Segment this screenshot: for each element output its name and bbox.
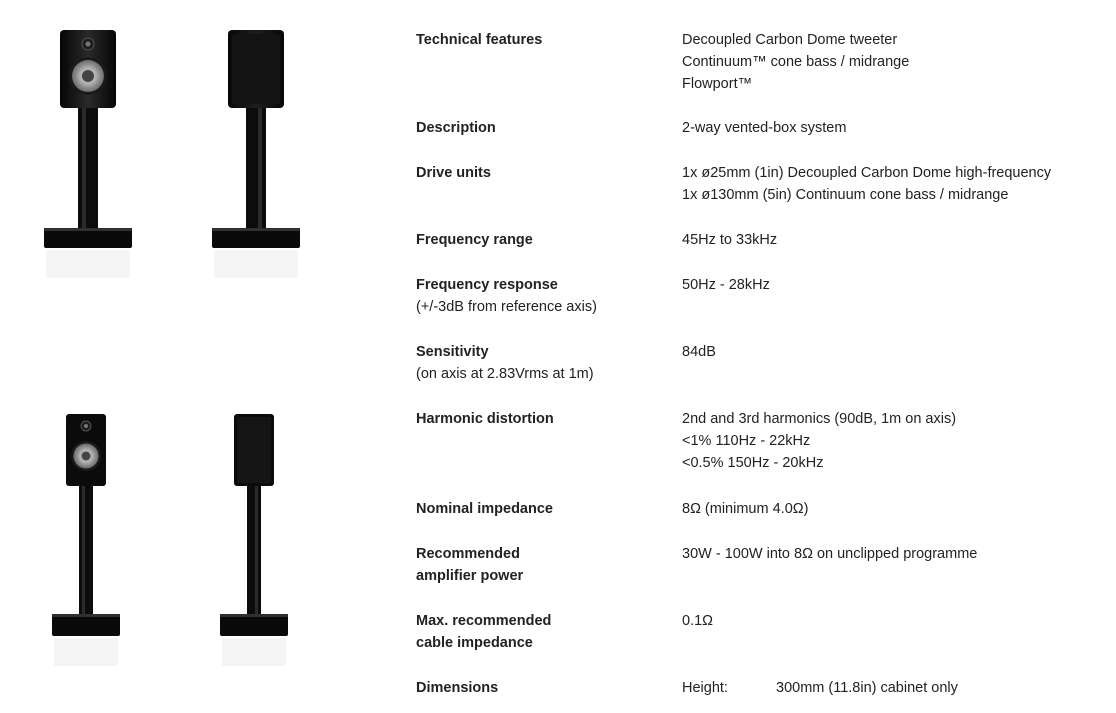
spec-value-line: 2-way vented-box system xyxy=(682,120,847,136)
dimension-value: 300mm (11.8in) cabinet only xyxy=(776,680,958,696)
spec-value-line: <1% 110Hz - 22kHz xyxy=(682,433,811,449)
spec-value-line: Continuum™ cone bass / midrange xyxy=(682,54,910,70)
spec-value-line: 84dB xyxy=(682,344,716,360)
speaker-front-view-large xyxy=(40,28,136,288)
speaker-rear-view-small xyxy=(216,412,292,672)
spec-label: Frequency range xyxy=(416,232,533,248)
spec-value-line: 1x ø25mm (1in) Decoupled Carbon Dome high-frequency xyxy=(682,165,1052,181)
spec-label: Dimensions xyxy=(416,680,499,696)
spec-value-line: 0.1Ω xyxy=(682,613,713,629)
spec-value-line: 30W - 100W into 8Ω on unclipped programme xyxy=(682,546,978,562)
spec-label: Harmonic distortion xyxy=(416,411,554,427)
spec-label: Nominal impedance xyxy=(416,501,553,517)
spec-label: Description xyxy=(416,120,496,136)
spec-label: Frequency response xyxy=(416,277,558,293)
spec-value-line: <0.5% 150Hz - 20kHz xyxy=(682,455,824,471)
spec-value-line: Flowport™ xyxy=(682,76,753,92)
spec-label: Max. recommended cable impedance xyxy=(416,613,552,651)
spec-label: Drive units xyxy=(416,165,491,181)
speaker-rear-view-large xyxy=(208,28,304,288)
spec-value-line: Decoupled Carbon Dome tweeter xyxy=(682,32,898,48)
spec-label: Technical features xyxy=(416,32,543,48)
spec-label: Sensitivity xyxy=(416,344,489,360)
dimension-key: Height: xyxy=(682,680,728,696)
spec-sublabel: (+/-3dB from reference axis) xyxy=(416,299,597,315)
speaker-front-view-small xyxy=(48,412,124,672)
spec-value-line: 8Ω (minimum 4.0Ω) xyxy=(682,501,809,517)
spec-value-line: 45Hz to 33kHz xyxy=(682,232,778,248)
spec-sublabel: (on axis at 2.83Vrms at 1m) xyxy=(416,366,594,382)
spec-label: Recommended amplifier power xyxy=(416,546,524,584)
spec-table xyxy=(416,0,1106,713)
spec-value-line: 1x ø130mm (5in) Continuum cone bass / midrange xyxy=(682,187,1009,203)
spec-value-line: 50Hz - 28kHz xyxy=(682,277,770,293)
product-images xyxy=(0,0,380,713)
spec-value-line: 2nd and 3rd harmonics (90dB, 1m on axis) xyxy=(682,411,957,427)
